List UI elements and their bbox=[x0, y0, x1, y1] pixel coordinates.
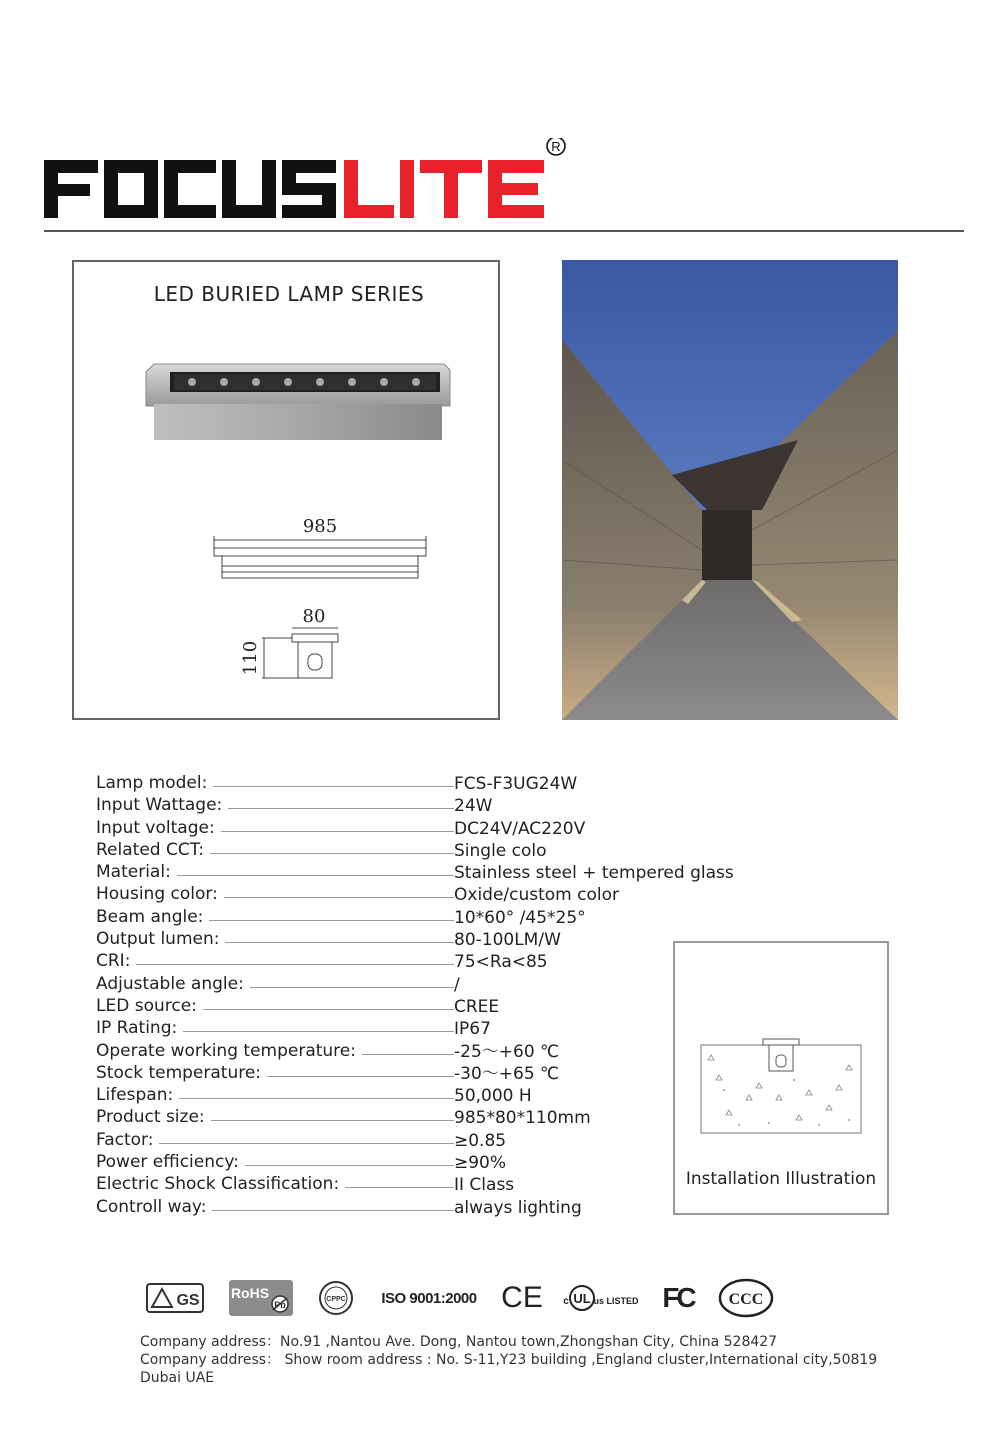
header-divider bbox=[44, 230, 964, 232]
spec-row bbox=[96, 1173, 736, 1195]
footer bbox=[140, 1333, 880, 1387]
application-photo bbox=[562, 260, 898, 720]
spec-value: Stainless steel + tempered glass bbox=[454, 863, 734, 884]
spec-row bbox=[96, 1017, 736, 1039]
ce-cert: CE bbox=[501, 1281, 543, 1314]
installation-caption: Installation Illustration bbox=[685, 1169, 877, 1189]
spec-label: Stock temperature: bbox=[96, 1062, 267, 1084]
lamp-product-image bbox=[144, 362, 454, 452]
spec-row bbox=[96, 1084, 736, 1106]
spec-row bbox=[96, 839, 736, 861]
cppc-text: CPPC bbox=[326, 1296, 346, 1303]
registered-mark: R bbox=[551, 139, 561, 154]
spec-label: Power efficiency: bbox=[96, 1151, 245, 1173]
spec-label: Electric Shock Classification: bbox=[96, 1173, 345, 1195]
spec-label: Input Wattage: bbox=[96, 794, 228, 816]
spec-row bbox=[96, 973, 736, 995]
cppc-cert-icon bbox=[318, 1276, 354, 1320]
spec-value: 80-100LM/W bbox=[454, 930, 561, 951]
spec-label: Related CCT: bbox=[96, 839, 210, 861]
spec-value: IP67 bbox=[454, 1019, 491, 1040]
ccc-text: CCC bbox=[728, 1291, 764, 1308]
ccc-cert-icon bbox=[718, 1276, 774, 1320]
spec-value: ≥0.85 bbox=[454, 1130, 507, 1151]
focuslite-logo bbox=[44, 138, 574, 220]
ul-text: UL bbox=[573, 1291, 591, 1306]
product-panel bbox=[72, 260, 500, 720]
company-address-2: Company address： Show room address : No. S-11,Y23 building ,England cluster,International city,50819 Dubai UAE bbox=[140, 1352, 878, 1386]
spec-row bbox=[96, 950, 736, 972]
iso-cert: ISO 9001:2000 bbox=[381, 1289, 477, 1307]
spec-label: Adjustable angle: bbox=[96, 973, 250, 995]
dimension-length: 985 bbox=[302, 516, 338, 537]
spec-row bbox=[96, 817, 736, 839]
spec-value: 75<Ra<85 bbox=[454, 952, 548, 973]
dimension-width: 80 bbox=[302, 606, 326, 627]
ul-listed-text: us LISTED bbox=[593, 1296, 639, 1306]
spec-label: CRI: bbox=[96, 950, 136, 972]
spec-label: IP Rating: bbox=[96, 1017, 183, 1039]
installation-diagram bbox=[699, 1035, 865, 1135]
spec-label: Product size: bbox=[96, 1106, 211, 1128]
spec-label: Controll way: bbox=[96, 1196, 212, 1218]
fc-cert: FC bbox=[662, 1282, 694, 1313]
spec-value: always lighting bbox=[454, 1197, 582, 1218]
spec-value: II Class bbox=[454, 1175, 515, 1196]
corridor-scene bbox=[562, 260, 898, 720]
spec-row bbox=[96, 1062, 736, 1084]
dimension-height: 110 bbox=[240, 640, 261, 676]
spec-value: ≥90% bbox=[454, 1153, 507, 1174]
spec-value: CREE bbox=[454, 996, 500, 1017]
rohs-cert-icon bbox=[228, 1276, 296, 1320]
spec-label: Input voltage: bbox=[96, 817, 221, 839]
spec-label: Material: bbox=[96, 861, 177, 883]
spec-value: 10*60° /45*25° bbox=[454, 907, 586, 928]
spec-row bbox=[96, 1106, 736, 1128]
spec-value: Single colo bbox=[454, 840, 547, 861]
brand-logo bbox=[44, 138, 574, 220]
gs-text: GS bbox=[176, 1292, 200, 1309]
side-dimension-drawing bbox=[234, 602, 354, 692]
spec-value: / bbox=[454, 974, 460, 995]
rohs-text: RoHS bbox=[230, 1285, 270, 1301]
spec-label: Lamp model: bbox=[96, 772, 213, 794]
gs-cert-icon bbox=[146, 1276, 204, 1320]
spec-label: Lifespan: bbox=[96, 1084, 179, 1106]
spec-row bbox=[96, 772, 736, 794]
spec-label: LED source: bbox=[96, 995, 203, 1017]
spec-row bbox=[96, 861, 736, 883]
certification-bar bbox=[140, 1276, 780, 1320]
spec-value: -30～+65 ℃ bbox=[454, 1063, 560, 1084]
company-address-1: Company address：No.91 ,Nantou Ave. Dong, Nantou town,Zhongshan City, China 528427 bbox=[140, 1334, 778, 1350]
spec-row bbox=[96, 1196, 736, 1218]
spec-value: 50,000 H bbox=[454, 1086, 532, 1107]
spec-list bbox=[96, 772, 736, 1218]
spec-label: Beam angle: bbox=[96, 906, 209, 928]
rohs-pb-text: Pb bbox=[274, 1300, 286, 1310]
spec-label: Operate working temperature: bbox=[96, 1040, 362, 1062]
spec-row bbox=[96, 1040, 736, 1062]
spec-value: 24W bbox=[454, 796, 493, 817]
spec-label: Output lumen: bbox=[96, 928, 225, 950]
spec-value: -25～+60 ℃ bbox=[454, 1041, 560, 1062]
installation-panel bbox=[673, 941, 889, 1215]
spec-row bbox=[96, 1151, 736, 1173]
front-dimension-drawing bbox=[210, 514, 430, 594]
spec-row bbox=[96, 906, 736, 928]
spec-row bbox=[96, 883, 736, 905]
spec-row bbox=[96, 995, 736, 1017]
series-title: LED BURIED LAMP SERIES bbox=[153, 282, 425, 306]
ul-cert-icon bbox=[560, 1276, 640, 1320]
spec-row bbox=[96, 1129, 736, 1151]
spec-label: Factor: bbox=[96, 1129, 159, 1151]
spec-row bbox=[96, 794, 736, 816]
spec-value: Oxide/custom color bbox=[454, 885, 620, 906]
spec-value: DC24V/AC220V bbox=[454, 818, 586, 839]
spec-label: Housing color: bbox=[96, 883, 224, 905]
ul-prefix-text: c bbox=[563, 1296, 569, 1307]
spec-value: FCS-F3UG24W bbox=[454, 774, 578, 794]
spec-row bbox=[96, 928, 736, 950]
spec-value: 985*80*110mm bbox=[454, 1108, 591, 1129]
